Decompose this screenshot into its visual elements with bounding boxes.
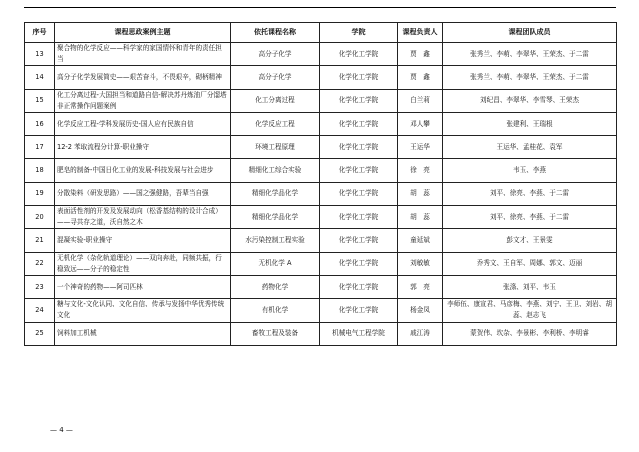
cell-lead: 白兰莉 [398, 89, 443, 112]
cell-topic: 化工分离过程-大国担当和道路自信-解决苏丹炼油厂分馏塔非正常操作问题案例 [55, 89, 231, 112]
cell-topic: 表面活性剂的开发及发展动向（松香基结构的设计合成）——寻共存之道，沃自然之木 [55, 206, 231, 229]
header-college: 学院 [320, 23, 398, 43]
header-lead: 课程负责人 [398, 23, 443, 43]
cell-index: 22 [25, 252, 55, 275]
header-topic: 课程思政案例主题 [55, 23, 231, 43]
cell-lead: 胡 蕊 [398, 206, 443, 229]
cell-course: 精细化学品化学 [231, 206, 320, 229]
cell-topic: 无机化学（杂化轨道理论）——双向奔赴，同频共振，行稳致远——分子的稳定性 [55, 252, 231, 275]
cell-index: 16 [25, 112, 55, 135]
cell-course: 水污染控制工程实验 [231, 229, 320, 252]
cell-lead: 童延斌 [398, 229, 443, 252]
cell-course: 化学反应工程 [231, 112, 320, 135]
table-row [25, 159, 617, 182]
cell-index: 21 [25, 229, 55, 252]
cell-team: 张建利、王瑞根 [443, 112, 617, 135]
cell-topic: 化学反应工程-学科发展历史-国人应有民族自信 [55, 112, 231, 135]
cell-course: 环境工程原理 [231, 136, 320, 159]
page-number: — 4 — [50, 426, 73, 434]
cell-course: 有机化学 [231, 299, 320, 322]
cell-lead: 徐 亮 [398, 159, 443, 182]
cell-index: 24 [25, 299, 55, 322]
cell-team: 乔秀文、王自军、周娜、郭文、迈丽 [443, 252, 617, 275]
header-course: 依托课程名称 [231, 23, 320, 43]
cell-college: 化学化工学院 [320, 229, 398, 252]
cell-lead: 邓人攀 [398, 112, 443, 135]
cell-course: 化工分离过程 [231, 89, 320, 112]
cell-course: 精细化工综合实验 [231, 159, 320, 182]
cell-topic: 一个神奇的药物——阿司匹林 [55, 275, 231, 298]
cell-team: 刘纪昌、李翠华、李雪琴、王荣杰 [443, 89, 617, 112]
cell-college: 化学化工学院 [320, 182, 398, 205]
cell-college: 化学化工学院 [320, 66, 398, 89]
cell-college: 化学化工学院 [320, 206, 398, 229]
cell-course: 畜牧工程及装备 [231, 322, 320, 345]
cell-team: 彭文才、王景雯 [443, 229, 617, 252]
cell-topic: 高分子化学发展简史——艰苦奋斗，不畏艰辛，砌柄精神 [55, 66, 231, 89]
cell-college: 化学化工学院 [320, 43, 398, 66]
cell-team: 李师伍、康宣君、马彦梅、李燕、刘宁、王卫、刘岩、胡蕊、赵志飞 [443, 299, 617, 322]
cell-course: 高分子化学 [231, 66, 320, 89]
cell-college: 化学化工学院 [320, 252, 398, 275]
cell-topic: 混凝实验-职业操守 [55, 229, 231, 252]
table-row [25, 66, 617, 89]
cell-course: 药物化学 [231, 275, 320, 298]
cell-team: 刘平、徐亮、李燕、于二雷 [443, 182, 617, 205]
table-row [25, 206, 617, 229]
cell-index: 13 [25, 43, 55, 66]
cell-college: 化学化工学院 [320, 136, 398, 159]
table-row [25, 322, 617, 345]
header-team: 课程团队成员 [443, 23, 617, 43]
course-table [24, 22, 617, 346]
cell-topic: 聚合物的化学反应——科学家的家国情怀和青年的责任担当 [55, 43, 231, 66]
cell-college: 化学化工学院 [320, 112, 398, 135]
cell-team: 张涤、刘平、韦玉 [443, 275, 617, 298]
cell-course: 高分子化学 [231, 43, 320, 66]
table-row [25, 182, 617, 205]
cell-index: 14 [25, 66, 55, 89]
cell-lead: 刘敏敏 [398, 252, 443, 275]
cell-lead: 胡 蕊 [398, 182, 443, 205]
cell-lead: 郭 亮 [398, 275, 443, 298]
cell-topic: 肥皂的制备-中国日化工业的发展-科技发展与社会进步 [55, 159, 231, 182]
cell-team: 刘平、徐亮、李燕、于二雷 [443, 206, 617, 229]
cell-college: 化学化工学院 [320, 299, 398, 322]
top-rule [24, 7, 616, 8]
table-row [25, 229, 617, 252]
cell-index: 19 [25, 182, 55, 205]
table-row [25, 89, 617, 112]
header-index: 序号 [25, 23, 55, 43]
cell-lead: 王运华 [398, 136, 443, 159]
cell-team: 王运华、孟桂花、袁军 [443, 136, 617, 159]
cell-index: 20 [25, 206, 55, 229]
cell-topic: 分散染料（研发思路）——国之强健路，吾辈当自强 [55, 182, 231, 205]
cell-team: 蒙贺伟、坎杂、李景彬、李利桥、李明睿 [443, 322, 617, 345]
table-row [25, 252, 617, 275]
table-row [25, 275, 617, 298]
cell-topic: 饲料加工机械 [55, 322, 231, 345]
cell-index: 25 [25, 322, 55, 345]
table-row [25, 299, 617, 322]
cell-team: 张秀兰、李萌、李翠华、王荣杰、于二雷 [443, 66, 617, 89]
cell-lead: 贾 鑫 [398, 66, 443, 89]
cell-course: 精细化学品化学 [231, 182, 320, 205]
cell-index: 17 [25, 136, 55, 159]
cell-lead: 戚江涛 [398, 322, 443, 345]
table-row [25, 136, 617, 159]
cell-college: 化学化工学院 [320, 159, 398, 182]
cell-course: 无机化学 A [231, 252, 320, 275]
cell-index: 23 [25, 275, 55, 298]
cell-index: 18 [25, 159, 55, 182]
table-header-row [25, 23, 617, 43]
cell-team: 韦玉、李燕 [443, 159, 617, 182]
cell-college: 机械电气工程学院 [320, 322, 398, 345]
cell-college: 化学化工学院 [320, 275, 398, 298]
cell-index: 15 [25, 89, 55, 112]
cell-college: 化学化工学院 [320, 89, 398, 112]
cell-topic: 12-2 苯取流程分计算-职业操守 [55, 136, 231, 159]
cell-lead: 贾 鑫 [398, 43, 443, 66]
table-row [25, 112, 617, 135]
cell-topic: 糖与文化-文化认同、文化自信、传承与发扬中华优秀传统文化 [55, 299, 231, 322]
cell-team: 张秀兰、李萌、李翠华、王荣杰、于二雷 [443, 43, 617, 66]
table-row [25, 43, 617, 66]
cell-lead: 杨金凤 [398, 299, 443, 322]
